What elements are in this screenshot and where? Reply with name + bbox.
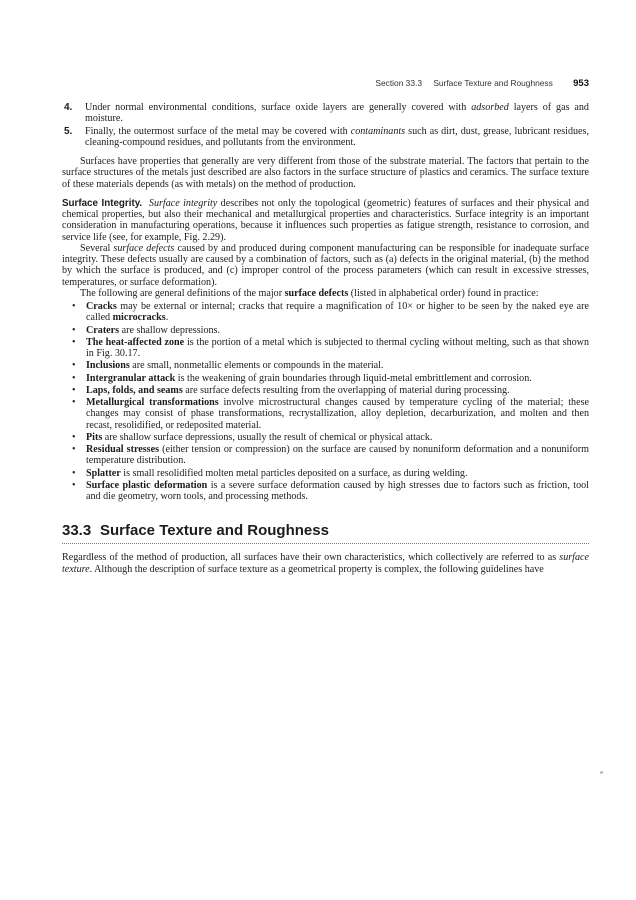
item-text: layers of gas and moisture. bbox=[85, 102, 589, 125]
scan-speck bbox=[600, 771, 603, 774]
item-emphasis: contaminants bbox=[350, 125, 406, 137]
defect-item bbox=[62, 360, 589, 371]
paragraph-text: Regardless of the method of production, all surfaces have their own characteristics, which collectively are referred to as bbox=[62, 552, 560, 564]
defect-term: Laps, folds, and seams bbox=[86, 384, 183, 396]
bullet-icon: • bbox=[72, 444, 76, 455]
page-number: 953 bbox=[573, 78, 589, 89]
paragraph-surface-texture bbox=[62, 552, 589, 575]
paragraph-text: describes not only the topological (geometric) features of surfaces and their physical and chemical properties, but also their mechanical and metallurgical properties and characteristics. Surface integrity is an important consideration in manufacturing operations, because it influences such properties as fatigue strength, resistance to corrosion, and service life (see, for example, Fig. 2.29). bbox=[62, 197, 589, 243]
defect-item bbox=[62, 337, 589, 360]
defect-text: is the portion of a metal which is subjected to thermal cycling without melting, such as that shown in Fig. 30.17. bbox=[86, 336, 589, 359]
bullet-icon: • bbox=[72, 360, 76, 372]
paragraph-text: (listed in alphabetical order) found in practice: bbox=[348, 287, 539, 299]
defect-text: are small, nonmetallic elements or compounds in the material. bbox=[129, 360, 384, 372]
running-head-section-label: Section 33.3 bbox=[375, 78, 422, 88]
paragraph-surfaces: Surfaces have properties that generally are very different from those of the substrate material. The factors that pertain to the surface structures of the metals just described are also factors in the surface structure of plastics and ceramics. The surface texture of these materials depends (as with metals) on the method of production. bbox=[62, 156, 589, 190]
paragraph-text: . Although the description of surface texture as a geometrical property is complex, the following guidelines have bbox=[89, 563, 544, 575]
bullet-icon: • bbox=[72, 397, 76, 408]
item-number: 4. bbox=[64, 102, 73, 113]
defect-item bbox=[62, 432, 589, 443]
defect-term: Pits bbox=[86, 431, 103, 443]
defect-text: involve microstructural changes caused by temperature cycling of the material; these changes may consist of phase transformations, recrystallization, alloy depletion, decarburization, and molten and then recast, resolidified, or redeposited material. bbox=[86, 397, 589, 431]
defect-term: Intergranular attack bbox=[86, 372, 176, 384]
paragraph-list-intro bbox=[62, 288, 589, 299]
defect-text: are surface defects resulting from the overlapping of material during processing. bbox=[182, 384, 510, 396]
defect-term-secondary: microcracks bbox=[112, 312, 166, 324]
defect-term: Inclusions bbox=[86, 360, 130, 372]
running-head bbox=[300, 78, 589, 92]
run-in-heading: Surface Integrity. bbox=[62, 197, 143, 209]
numbered-item bbox=[62, 102, 589, 125]
item-text: Under normal environmental conditions, surface oxide layers are generally covered with bbox=[85, 102, 472, 113]
section-title: Surface Texture and Roughness bbox=[100, 522, 329, 540]
defect-text: is a severe surface deformation caused by high stresses due to factors such as friction, tool and die geometry, worn tools, and processing methods. bbox=[86, 479, 589, 502]
defect-text: is small resolidified molten metal particles deposited on a surface, as during welding. bbox=[120, 467, 468, 479]
defect-item bbox=[62, 385, 589, 396]
defect-term: Splatter bbox=[86, 467, 121, 479]
numbered-list bbox=[62, 102, 589, 148]
defect-term: Cracks bbox=[86, 301, 117, 312]
numbered-item bbox=[62, 126, 589, 149]
item-text: Finally, the outermost surface of the metal may be covered with bbox=[85, 125, 351, 137]
bullet-icon: • bbox=[72, 384, 76, 396]
defect-text: is the weakening of grain boundaries through liquid-metal embrittlement and corrosion. bbox=[175, 372, 532, 384]
defect-text-end: . bbox=[165, 312, 169, 324]
item-emphasis: adsorbed bbox=[471, 102, 509, 113]
bullet-icon: • bbox=[72, 479, 76, 491]
bullet-icon: • bbox=[72, 431, 76, 443]
paragraph-text: caused by and produced during component manufacturing can be responsible for inadequate surface integrity. These defects usually are caused by a combination of factors, such as (a) defects in the original material, (b) the method by which the surface is produced, and (c) improper control of the process parameters (which can result in excessive stresses, temperatures, or surface deformation). bbox=[62, 242, 590, 288]
defect-item bbox=[62, 444, 589, 467]
defect-term: The heat-affected zone bbox=[86, 336, 185, 348]
paragraph-emphasis: surface texture bbox=[62, 552, 589, 575]
paragraph-text: Several bbox=[80, 242, 114, 254]
item-number: 5. bbox=[64, 125, 73, 137]
section-heading bbox=[62, 522, 589, 544]
defect-term: Residual stresses bbox=[86, 444, 160, 455]
defect-text: are shallow depressions. bbox=[119, 324, 220, 336]
bullet-icon: • bbox=[72, 324, 76, 336]
page-body bbox=[62, 102, 589, 575]
paragraph-emphasis: surface defects bbox=[113, 242, 175, 254]
paragraph-emphasis: Surface integrity bbox=[148, 197, 218, 209]
defect-item bbox=[62, 325, 589, 336]
defect-item bbox=[62, 373, 589, 384]
defect-term: Metallurgical transformations bbox=[86, 397, 219, 408]
defect-item bbox=[62, 468, 589, 479]
defect-term: Craters bbox=[86, 324, 120, 336]
bullet-icon: • bbox=[72, 336, 76, 348]
bullet-icon: • bbox=[72, 301, 76, 312]
defect-list bbox=[62, 301, 589, 502]
bullet-icon: • bbox=[72, 372, 76, 384]
paragraph-surface-integrity bbox=[62, 198, 589, 243]
defect-term: Surface plastic deformation bbox=[86, 479, 208, 491]
defect-item bbox=[62, 480, 589, 503]
paragraph-surface-defects bbox=[62, 243, 589, 288]
section-number: 33.3 bbox=[62, 522, 92, 540]
defect-text: are shallow surface depressions, usually the result of chemical or physical attack. bbox=[102, 431, 433, 443]
defect-text: may be external or internal; cracks that require a magnification of 10× or higher to be seen by the naked eye are called bbox=[86, 301, 589, 324]
running-head-section-title: Surface Texture and Roughness bbox=[433, 78, 553, 88]
bullet-icon: • bbox=[72, 467, 76, 479]
paragraph-bold-term: surface defects bbox=[284, 287, 349, 299]
item-text: such as dirt, dust, grease, lubricant residues, cleaning-compound residues, and pollutants from the environment. bbox=[85, 125, 589, 148]
paragraph-text: The following are general definitions of the major bbox=[80, 287, 285, 299]
defect-item bbox=[62, 301, 589, 324]
defect-item bbox=[62, 397, 589, 431]
defect-text: (either tension or compression) on the surface are caused by nonuniform deformation and a nonuniform temperature distribution. bbox=[86, 444, 589, 467]
